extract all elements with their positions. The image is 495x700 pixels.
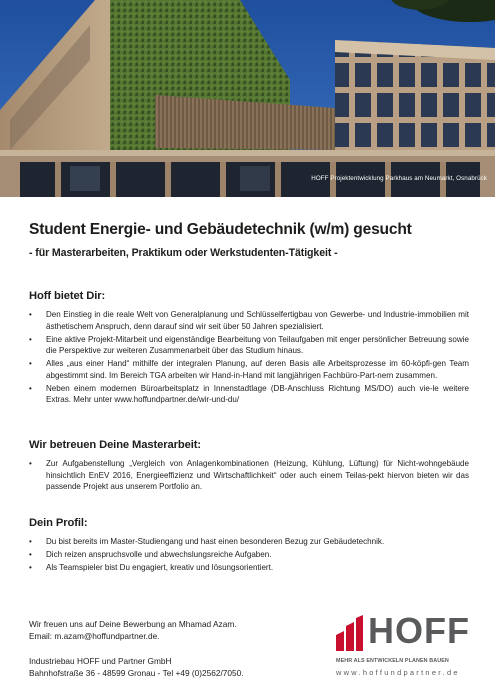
contact-block	[29, 618, 329, 642]
bullet-icon: •	[29, 359, 32, 368]
list-item: • Den Einstieg in die reale Welt von Generalplanung und Schlüsselfertigbau von Gewerbe- und Industrie-immobilien mit ästhetischem Anspruch, denn darauf sind wir seit über 50 Jahren spezialisiert.	[29, 310, 469, 331]
benefits-list	[29, 309, 469, 407]
thesis-list	[29, 458, 469, 494]
page-subtitle: - für Masterarbeiten, Praktikum oder Werkstudenten-Tätigkeit -	[29, 247, 338, 259]
list-item: • Eine aktive Projekt-Mitarbeit und eigenständige Bearbeitung von Teilaufgaben mit enger persönlicher Betreuung sowie die Perspektive zur weiteren Zusammenarbeit über das Studium hinaus.	[29, 334, 469, 355]
list-item: • Zur Aufgabenstellung „Vergleich von Anlagenkombinationen (Heizung, Kühlung, Lüftung) für Nicht-wohngebäude hinsichtlich EnEV 2016, Energieeffizienz und Wirtschaftlichkeit“ oder auch einem Teilas-pekt hiervon bieten wir das passende Projekt aus unserem Portfolio an.	[29, 459, 469, 491]
section-heading-profil: Dein Profil:	[29, 517, 88, 529]
hoff-logo	[336, 611, 468, 683]
list-item: • Alles „aus einer Hand“ mithilfe der integralen Planung, auf deren Basis alle Arbeitsprozesse im 60-köpfi-gen Team abgestimmt sind. Im Bereich TGA arbeiten wir Hand-in-Hand mit langjährigen Fachbüro-Part-nern zusammen.	[29, 359, 469, 380]
building-photo-illustration	[0, 0, 495, 197]
logo-url-link[interactable]: www.hoffundpartner.de	[336, 668, 460, 677]
list-item: • Du bist bereits im Master-Studiengang und hast einen besonderen Bezug zur Gebäudetechnik.	[29, 537, 385, 546]
page-title: Student Energie- und Gebäudetechnik (w/m) gesucht	[29, 221, 412, 238]
bullet-icon: •	[29, 310, 32, 319]
bullet-icon: •	[29, 459, 32, 468]
bullet-icon: •	[29, 383, 32, 393]
bullet-icon: •	[29, 550, 32, 559]
hero-photo	[0, 0, 495, 197]
profile-list	[29, 536, 469, 575]
bullet-icon: •	[29, 563, 32, 572]
company-name: Industriebau HOFF und Partner GmbH	[29, 656, 172, 666]
logo-tagline: MEHR ALS ENTWICKELN PLANEN BAUEN	[336, 658, 449, 664]
logo-wordmark: HOFF	[368, 610, 470, 651]
photo-caption: HOFF Projektentwicklung Parkhaus am Neumarkt, Osnabrück	[311, 175, 487, 182]
hoff-building-mark-icon	[336, 615, 366, 651]
section-heading-masterarbeit: Wir betreuen Deine Masterarbeit:	[29, 439, 202, 451]
list-item: • Neben einem modernen Büroarbeitsplatz in Innenstadtlage (DB-Anschluss Richtung MS/DO) auch vie-le weitere Extras. Mehr unter www.hoffundpartner.de/wir-und-du/	[29, 383, 469, 404]
contact-email-link[interactable]: Email: m.azam@hoffundpartner.de.	[29, 631, 160, 641]
list-item: • Dich reizen anspruchsvolle und abwechslungsreiche Aufgaben.	[29, 550, 272, 559]
bullet-icon: •	[29, 334, 32, 344]
list-item: • Als Teamspieler bist Du engagiert, kreativ und lösungsorientiert.	[29, 563, 274, 572]
company-address-block	[29, 655, 329, 679]
company-address: Bahnhofstraße 36 - 48599 Gronau - Tel +49 (0)2562/7050.	[29, 668, 244, 678]
section-heading-hoff-bietet: Hoff bietet Dir:	[29, 290, 106, 302]
contact-invite: Wir freuen uns auf Deine Bewerbung an Mhamad Azam.	[29, 619, 237, 629]
bullet-icon: •	[29, 537, 32, 546]
